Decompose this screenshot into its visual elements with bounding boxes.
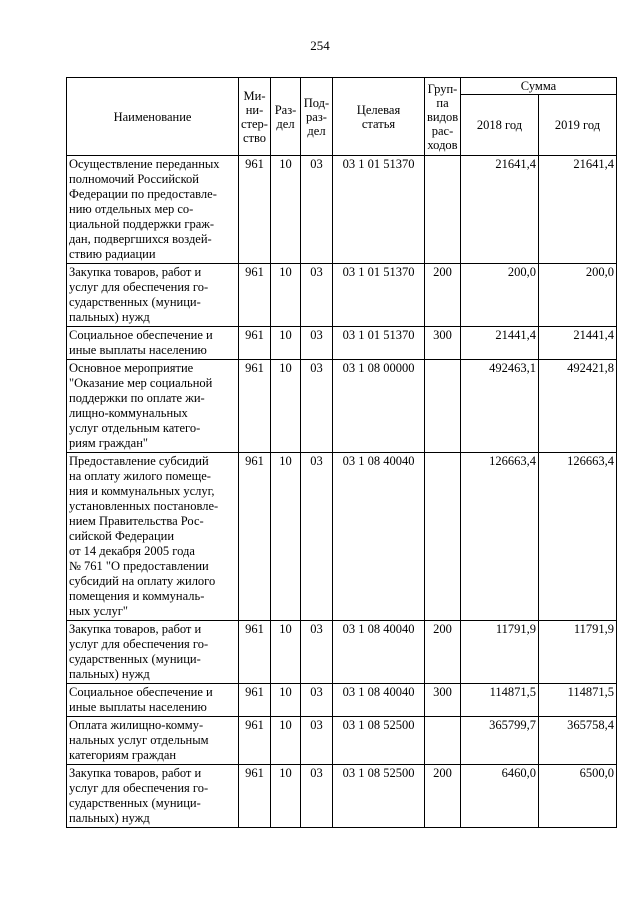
header-target: Целевая статья	[333, 78, 425, 156]
row-sum-2018: 365799,7	[461, 717, 539, 765]
row-sum-2019: 492421,8	[539, 360, 617, 453]
row-expense-group	[425, 453, 461, 621]
row-section: 10	[271, 684, 301, 717]
row-ministry: 961	[239, 621, 271, 684]
row-target: 03 1 08 40040	[333, 453, 425, 621]
row-section: 10	[271, 717, 301, 765]
row-target: 03 1 08 40040	[333, 621, 425, 684]
row-sum-2019: 200,0	[539, 264, 617, 327]
row-ministry: 961	[239, 717, 271, 765]
table-row	[67, 327, 617, 360]
row-sum-2018: 21641,4	[461, 156, 539, 264]
row-sum-2019: 365758,4	[539, 717, 617, 765]
row-ministry: 961	[239, 360, 271, 453]
row-target: 03 1 08 52500	[333, 717, 425, 765]
header-name: Наименование	[67, 78, 239, 156]
row-expense-group: 200	[425, 621, 461, 684]
row-name: Оплата жилищно-комму- нальных услуг отдельным категориям граждан	[67, 717, 239, 765]
header-section: Раз- дел	[271, 78, 301, 156]
table-row	[67, 360, 617, 453]
row-section: 10	[271, 327, 301, 360]
row-target: 03 1 08 40040	[333, 684, 425, 717]
row-section: 10	[271, 360, 301, 453]
row-name: Социальное обеспечение и иные выплаты населению	[67, 327, 239, 360]
row-expense-group: 300	[425, 327, 461, 360]
row-sum-2018: 126663,4	[461, 453, 539, 621]
table-row	[67, 684, 617, 717]
row-name: Предоставление субсидий на оплату жилого помеще- ния и коммунальных услуг, установленных постановле- нием Правительства Рос- сийской Федерации от 14 декабря 2005 года № 761 "О предоставлении субсидий на оплату жилого помещения и коммуналь- ных услуг"	[67, 453, 239, 621]
row-target: 03 1 01 51370	[333, 327, 425, 360]
row-sum-2019: 21641,4	[539, 156, 617, 264]
row-ministry: 961	[239, 765, 271, 828]
row-sum-2018: 200,0	[461, 264, 539, 327]
row-sum-2019: 126663,4	[539, 453, 617, 621]
table-row	[67, 765, 617, 828]
row-sum-2018: 6460,0	[461, 765, 539, 828]
row-target: 03 1 08 52500	[333, 765, 425, 828]
row-name: Закупка товаров, работ и услуг для обеспечения го- сударственных (муници- пальных) нужд	[67, 765, 239, 828]
row-sum-2018: 21441,4	[461, 327, 539, 360]
row-ministry: 961	[239, 156, 271, 264]
row-subsection: 03	[301, 360, 333, 453]
row-subsection: 03	[301, 765, 333, 828]
header-sum: Сумма	[461, 78, 617, 95]
header-expense-group: Груп- па видов рас- ходов	[425, 78, 461, 156]
row-section: 10	[271, 264, 301, 327]
table-header	[67, 78, 617, 156]
table-row	[67, 453, 617, 621]
header-ministry: Ми- ни- стер- ство	[239, 78, 271, 156]
row-section: 10	[271, 156, 301, 264]
table-row	[67, 264, 617, 327]
row-name: Основное мероприятие "Оказание мер социальной поддержки по оплате жи- лищно-коммунальных услуг отдельным катего- риям граждан"	[67, 360, 239, 453]
row-subsection: 03	[301, 684, 333, 717]
row-target: 03 1 08 00000	[333, 360, 425, 453]
row-expense-group: 200	[425, 264, 461, 327]
table-body	[67, 156, 617, 828]
row-sum-2018: 492463,1	[461, 360, 539, 453]
row-ministry: 961	[239, 684, 271, 717]
header-subsection: Под- раз- дел	[301, 78, 333, 156]
row-expense-group	[425, 360, 461, 453]
row-target: 03 1 01 51370	[333, 156, 425, 264]
row-section: 10	[271, 765, 301, 828]
row-expense-group	[425, 717, 461, 765]
row-sum-2019: 6500,0	[539, 765, 617, 828]
row-sum-2019: 21441,4	[539, 327, 617, 360]
row-sum-2018: 11791,9	[461, 621, 539, 684]
row-ministry: 961	[239, 264, 271, 327]
row-name: Осуществление переданных полномочий Российской Федерации по предоставле- нию отдельных мер со- циальной поддержки граж- дан, подвергшихся воздей- ствию радиации	[67, 156, 239, 264]
row-expense-group	[425, 156, 461, 264]
row-subsection: 03	[301, 156, 333, 264]
row-expense-group: 300	[425, 684, 461, 717]
row-section: 10	[271, 621, 301, 684]
row-name: Закупка товаров, работ и услуг для обеспечения го- сударственных (муници- пальных) нужд	[67, 621, 239, 684]
row-name: Социальное обеспечение и иные выплаты населению	[67, 684, 239, 717]
budget-table	[66, 77, 617, 828]
row-subsection: 03	[301, 717, 333, 765]
row-sum-2019: 114871,5	[539, 684, 617, 717]
table-row	[67, 621, 617, 684]
row-subsection: 03	[301, 453, 333, 621]
row-subsection: 03	[301, 621, 333, 684]
table-row	[67, 156, 617, 264]
row-subsection: 03	[301, 264, 333, 327]
page-number: 254	[310, 38, 330, 53]
row-ministry: 961	[239, 453, 271, 621]
row-name: Закупка товаров, работ и услуг для обеспечения го- сударственных (муници- пальных) нужд	[67, 264, 239, 327]
header-year-2019: 2019 год	[539, 95, 617, 156]
row-sum-2018: 114871,5	[461, 684, 539, 717]
row-subsection: 03	[301, 327, 333, 360]
table-row	[67, 717, 617, 765]
row-section: 10	[271, 453, 301, 621]
row-target: 03 1 01 51370	[333, 264, 425, 327]
header-year-2018: 2018 год	[461, 95, 539, 156]
row-ministry: 961	[239, 327, 271, 360]
row-expense-group: 200	[425, 765, 461, 828]
row-sum-2019: 11791,9	[539, 621, 617, 684]
